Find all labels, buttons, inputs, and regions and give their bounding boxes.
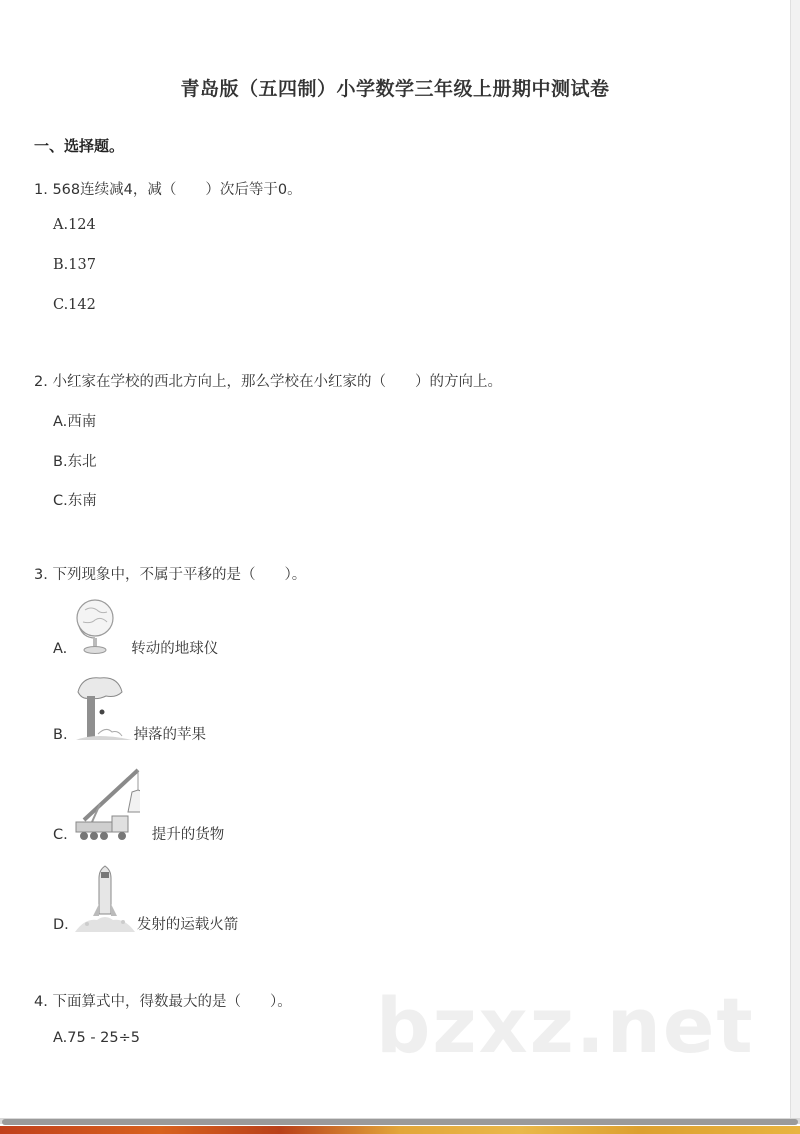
question-3-option-d [53,864,238,934]
apple-tree-icon [72,674,134,744]
question-3-option-a [53,596,218,658]
option-letter: C. [53,827,68,843]
question-2-option-a: A.西南 [53,414,97,430]
background-image-strip [0,1126,800,1134]
question-2-option-b: B.东北 [53,454,97,470]
crane-truck-icon [72,766,140,844]
globe-icon [71,596,115,658]
watermark: bzxz.net [376,981,755,1070]
rocket-icon [73,864,137,934]
option-label: 发射的运载火箭 [136,917,239,933]
option-letter: B. [53,727,68,743]
question-4-option-a: A.75 - 25÷5 [53,1030,140,1046]
question-2-stem: 2. 小红家在学校的西北方向上，那么学校在小红家的（ ）的方向上。 [34,374,502,390]
question-3-option-b [53,674,206,744]
question-4-stem: 4. 下面算式中，得数最大的是（ ）。 [34,994,292,1010]
page-title: 青岛版（五四制）小学数学三年级上册期中测试卷 [180,78,610,100]
question-3-option-c [53,766,224,844]
horizontal-scrollbar-thumb[interactable] [2,1119,798,1125]
question-3-stem: 3. 下列现象中，不属于平移的是（ ）。 [34,567,307,583]
question-2-option-c: C.东南 [53,493,97,509]
question-1-option-b: B.137 [53,257,96,273]
option-letter: A. [53,641,68,657]
question-1-option-a: A.124 [53,217,96,233]
question-1-stem: 1. 568连续减4，减（ ）次后等于0。 [34,182,302,198]
option-label: 提升的货物 [151,827,225,843]
option-letter: D. [53,917,69,933]
option-label: 转动的地球仪 [131,641,219,657]
section-heading: 一、选择题。 [34,137,125,155]
page-right-edge [790,0,800,1118]
option-label: 掉落的苹果 [133,727,207,743]
question-1-option-c: C.142 [53,297,96,313]
